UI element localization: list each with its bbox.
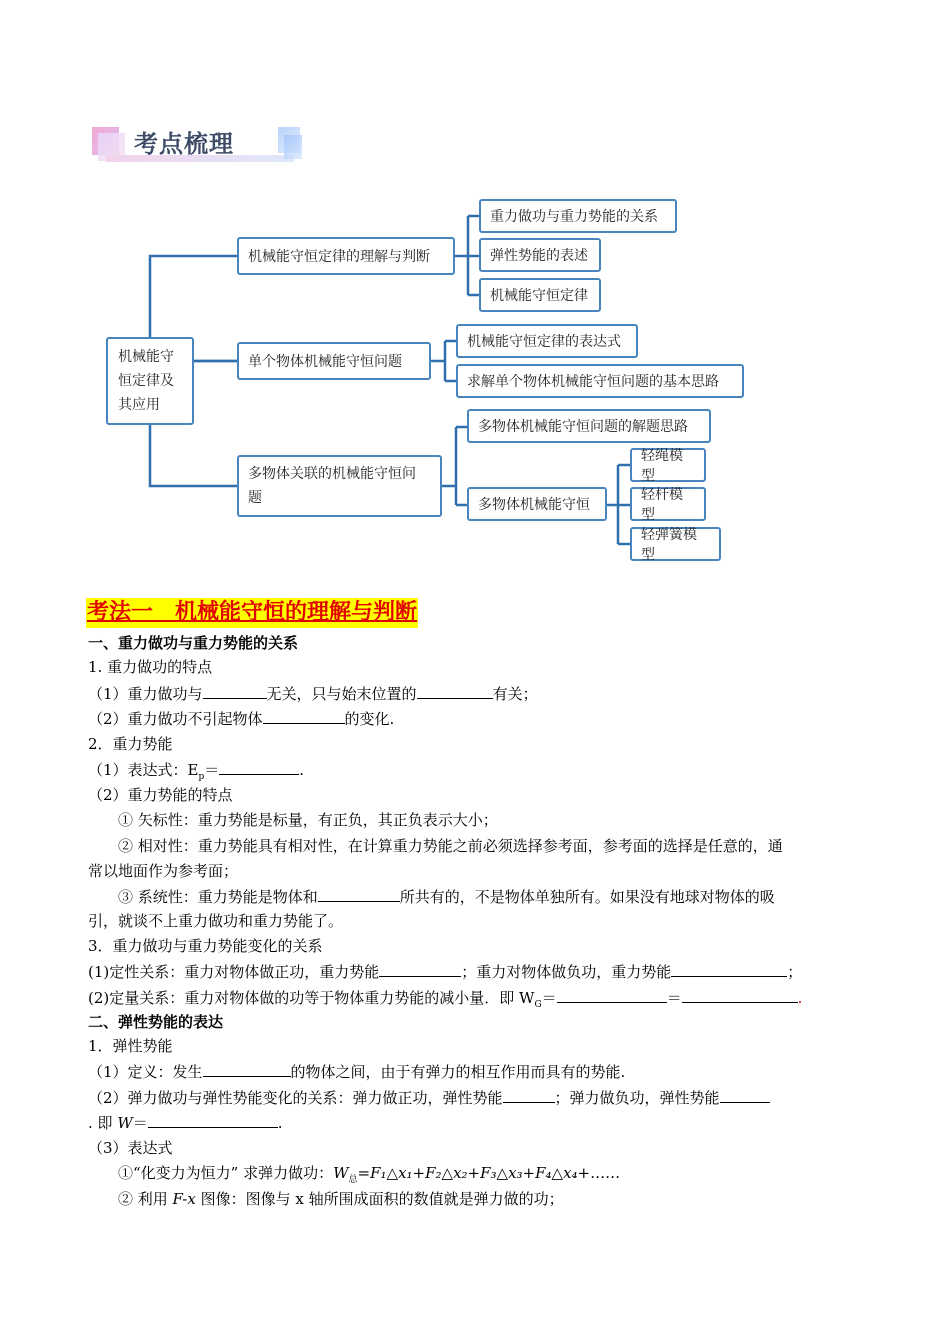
text-line: 常以地面作为参考面； xyxy=(88,862,239,880)
root-line: 其应用 xyxy=(118,397,160,413)
fill-blank xyxy=(148,1111,278,1128)
text-line: （2）弹力做功与弹性势能变化的关系：弹力做正功，弹性势能 ；弹力做负功，弹性势能 xyxy=(88,1086,770,1109)
text-line: 3．重力做功与重力势能变化的关系 xyxy=(88,937,323,955)
text-line: （1）定义：发生 的物体之间，由于有弹力的相互作用而具有的势能. xyxy=(88,1060,625,1083)
root-line: 恒定律及 xyxy=(118,373,174,389)
mindmap-branch-3 xyxy=(237,455,442,517)
fill-blank xyxy=(503,1086,555,1103)
mindmap-branch-2: 单个物体机械能守恒问题 xyxy=(237,342,431,380)
fill-blank xyxy=(671,960,787,977)
text-line: （1）表达式：$E_p=$ . xyxy=(88,758,304,788)
text-line: ② 相对性：重力势能具有相对性，在计算重力势能之前必须选择参考面，参考面的选择是任意的，通 xyxy=(118,837,783,855)
mindmap-leaf: 机械能守恒定律 xyxy=(479,278,601,312)
banner-title: 考点梳理 xyxy=(134,130,234,158)
mindmap-leaf: 轻杆模型 xyxy=(630,487,706,521)
fill-blank xyxy=(557,986,667,1003)
text-line: 2．重力势能 xyxy=(88,735,173,753)
mindmap-leaf: 求解单个物体机械能守恒问题的基本思路 xyxy=(456,364,744,398)
text-line: ① 矢标性：重力势能是标量，有正负，其正负表示大小； xyxy=(118,811,498,829)
branch-3-line: 题 xyxy=(248,490,262,506)
text-line: （2）重力势能的特点 xyxy=(88,786,233,804)
heading: 二、弹性势能的表达 xyxy=(88,1013,224,1031)
fill-blank xyxy=(203,1060,291,1077)
text-line: 1．弹性势能 xyxy=(88,1037,173,1055)
mindmap-leaf: 轻弹簧模型 xyxy=(630,527,721,561)
mindmap-leaf: 轻绳模型 xyxy=(630,448,706,482)
mindmap-leaf: 多物体机械能守恒 xyxy=(467,487,607,521)
fill-blank xyxy=(219,758,299,775)
mindmap-branch-1: 机械能守恒定律的理解与判断 xyxy=(237,237,455,275)
mind-map xyxy=(0,0,950,600)
fill-blank xyxy=(720,1086,770,1103)
fill-blank xyxy=(263,707,345,724)
text-line: (1)定性关系：重力对物体做正功，重力势能 ；重力对物体做负功，重力势能 ； xyxy=(88,960,802,983)
heading: 一、重力做功与重力势能的关系 xyxy=(88,634,299,652)
text-line: (2)定量关系：重力对物体做的功等于物体重力势能的减小量．即 $W_G=$ ＝ . xyxy=(88,986,802,1016)
mindmap-leaf: 机械能守恒定律的表达式 xyxy=(456,324,638,358)
fill-blank xyxy=(682,986,798,1003)
text-line: （1）重力做功与 无关，只与始末位置的 有关； xyxy=(88,682,538,705)
section-title: 考法一 机械能守恒的理解与判断 xyxy=(86,598,418,628)
fill-blank xyxy=(379,960,461,977)
text-line: （2）重力做功不引起物体 的变化. xyxy=(88,707,394,730)
mindmap-leaf: 弹性势能的表述 xyxy=(479,238,601,272)
root-line: 机械能守 xyxy=(118,349,174,365)
text-line: 引，就谈不上重力做功和重力势能了。 xyxy=(88,912,344,930)
text-line: ①“化变力为恒力” 求弹力做功：$W_总=F_1\triangle x_1+F_2\triangle x_2+F_3\triangle x_3+F_4\triangle x_4+\dots\dots$ xyxy=(118,1164,621,1185)
text-line: ③ 系统性：重力势能是物体和 所共有的，不是物体单独所有。如果没有地球对物体的吸 xyxy=(118,885,775,908)
fill-blank xyxy=(417,682,493,699)
fill-blank xyxy=(318,885,400,902)
text-line: 1. 重力做功的特点 xyxy=(88,658,213,676)
mindmap-leaf: 重力做功与重力势能的关系 xyxy=(479,199,677,233)
fill-blank xyxy=(203,682,267,699)
mindmap-root-node xyxy=(106,337,194,425)
text-line: （3）表达式 xyxy=(88,1139,173,1157)
branch-3-line: 多物体关联的机械能守恒问 xyxy=(248,466,416,482)
text-line: . 即 W＝ . xyxy=(88,1111,283,1134)
mindmap-leaf: 多物体机械能守恒问题的解题思路 xyxy=(467,409,711,443)
text-line: ② 利用 F-x 图像：图像与 x 轴所围成面积的数值就是弹力做的功； xyxy=(118,1190,564,1208)
